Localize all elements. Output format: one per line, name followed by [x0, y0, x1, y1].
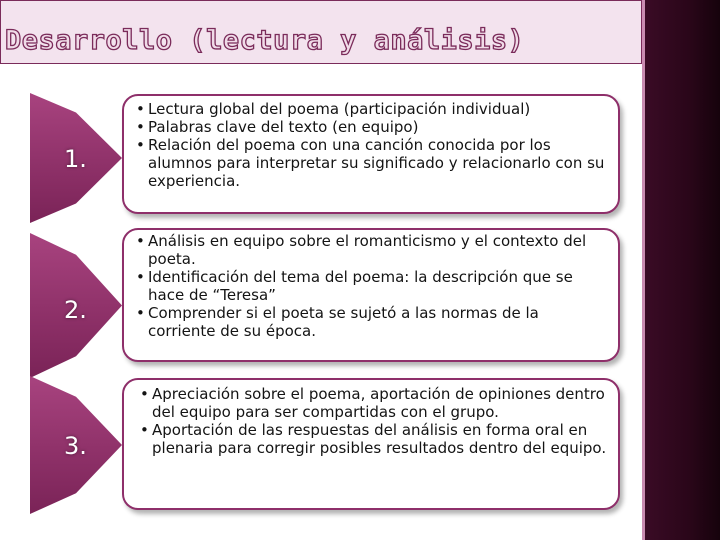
- step-1-number: 1.: [64, 145, 87, 173]
- step-3-bullet-2: • Aportación de las respuestas del análisis en forma oral en plenaria para corregir posibles resultados dentro del equipo.: [136, 421, 608, 457]
- step-2-bullet-2: • Identificación del tema del poema: la descripción que se hace de “Teresa”: [132, 268, 608, 304]
- step-2-bullet-list: [132, 232, 608, 340]
- slide-title: Desarrollo (lectura y análisis): [5, 25, 525, 56]
- decorative-sidebar: [642, 0, 720, 540]
- title-bar: [0, 0, 642, 64]
- step-1-bullet-2: • Palabras clave del texto (en equipo): [132, 118, 608, 136]
- step-1-bullet-list: [132, 100, 608, 190]
- step-2-card: [122, 228, 620, 362]
- step-3-bullet-list: [136, 385, 608, 457]
- step-1-card: [122, 94, 620, 214]
- step-2-number: 2.: [64, 296, 87, 324]
- step-1-bullet-3: • Relación del poema con una canción conocida por los alumnos para interpretar su significado y relacionarlo con su experiencia.: [132, 136, 608, 190]
- step-1-bullet-1: • Lectura global del poema (participación individual): [132, 100, 608, 118]
- sidebar-accent-line: [642, 0, 645, 540]
- step-3-bullet-1: • Apreciación sobre el poema, aportación de opiniones dentro del equipo para ser compartidas con el grupo.: [136, 385, 608, 421]
- step-2-bullet-1: • Análisis en equipo sobre el romanticismo y el contexto del poeta.: [132, 232, 608, 268]
- step-3-card: [122, 378, 620, 510]
- step-2-bullet-3: • Comprender si el poeta se sujetó a las normas de la corriente de su época.: [132, 304, 608, 340]
- step-3-number: 3.: [64, 432, 87, 460]
